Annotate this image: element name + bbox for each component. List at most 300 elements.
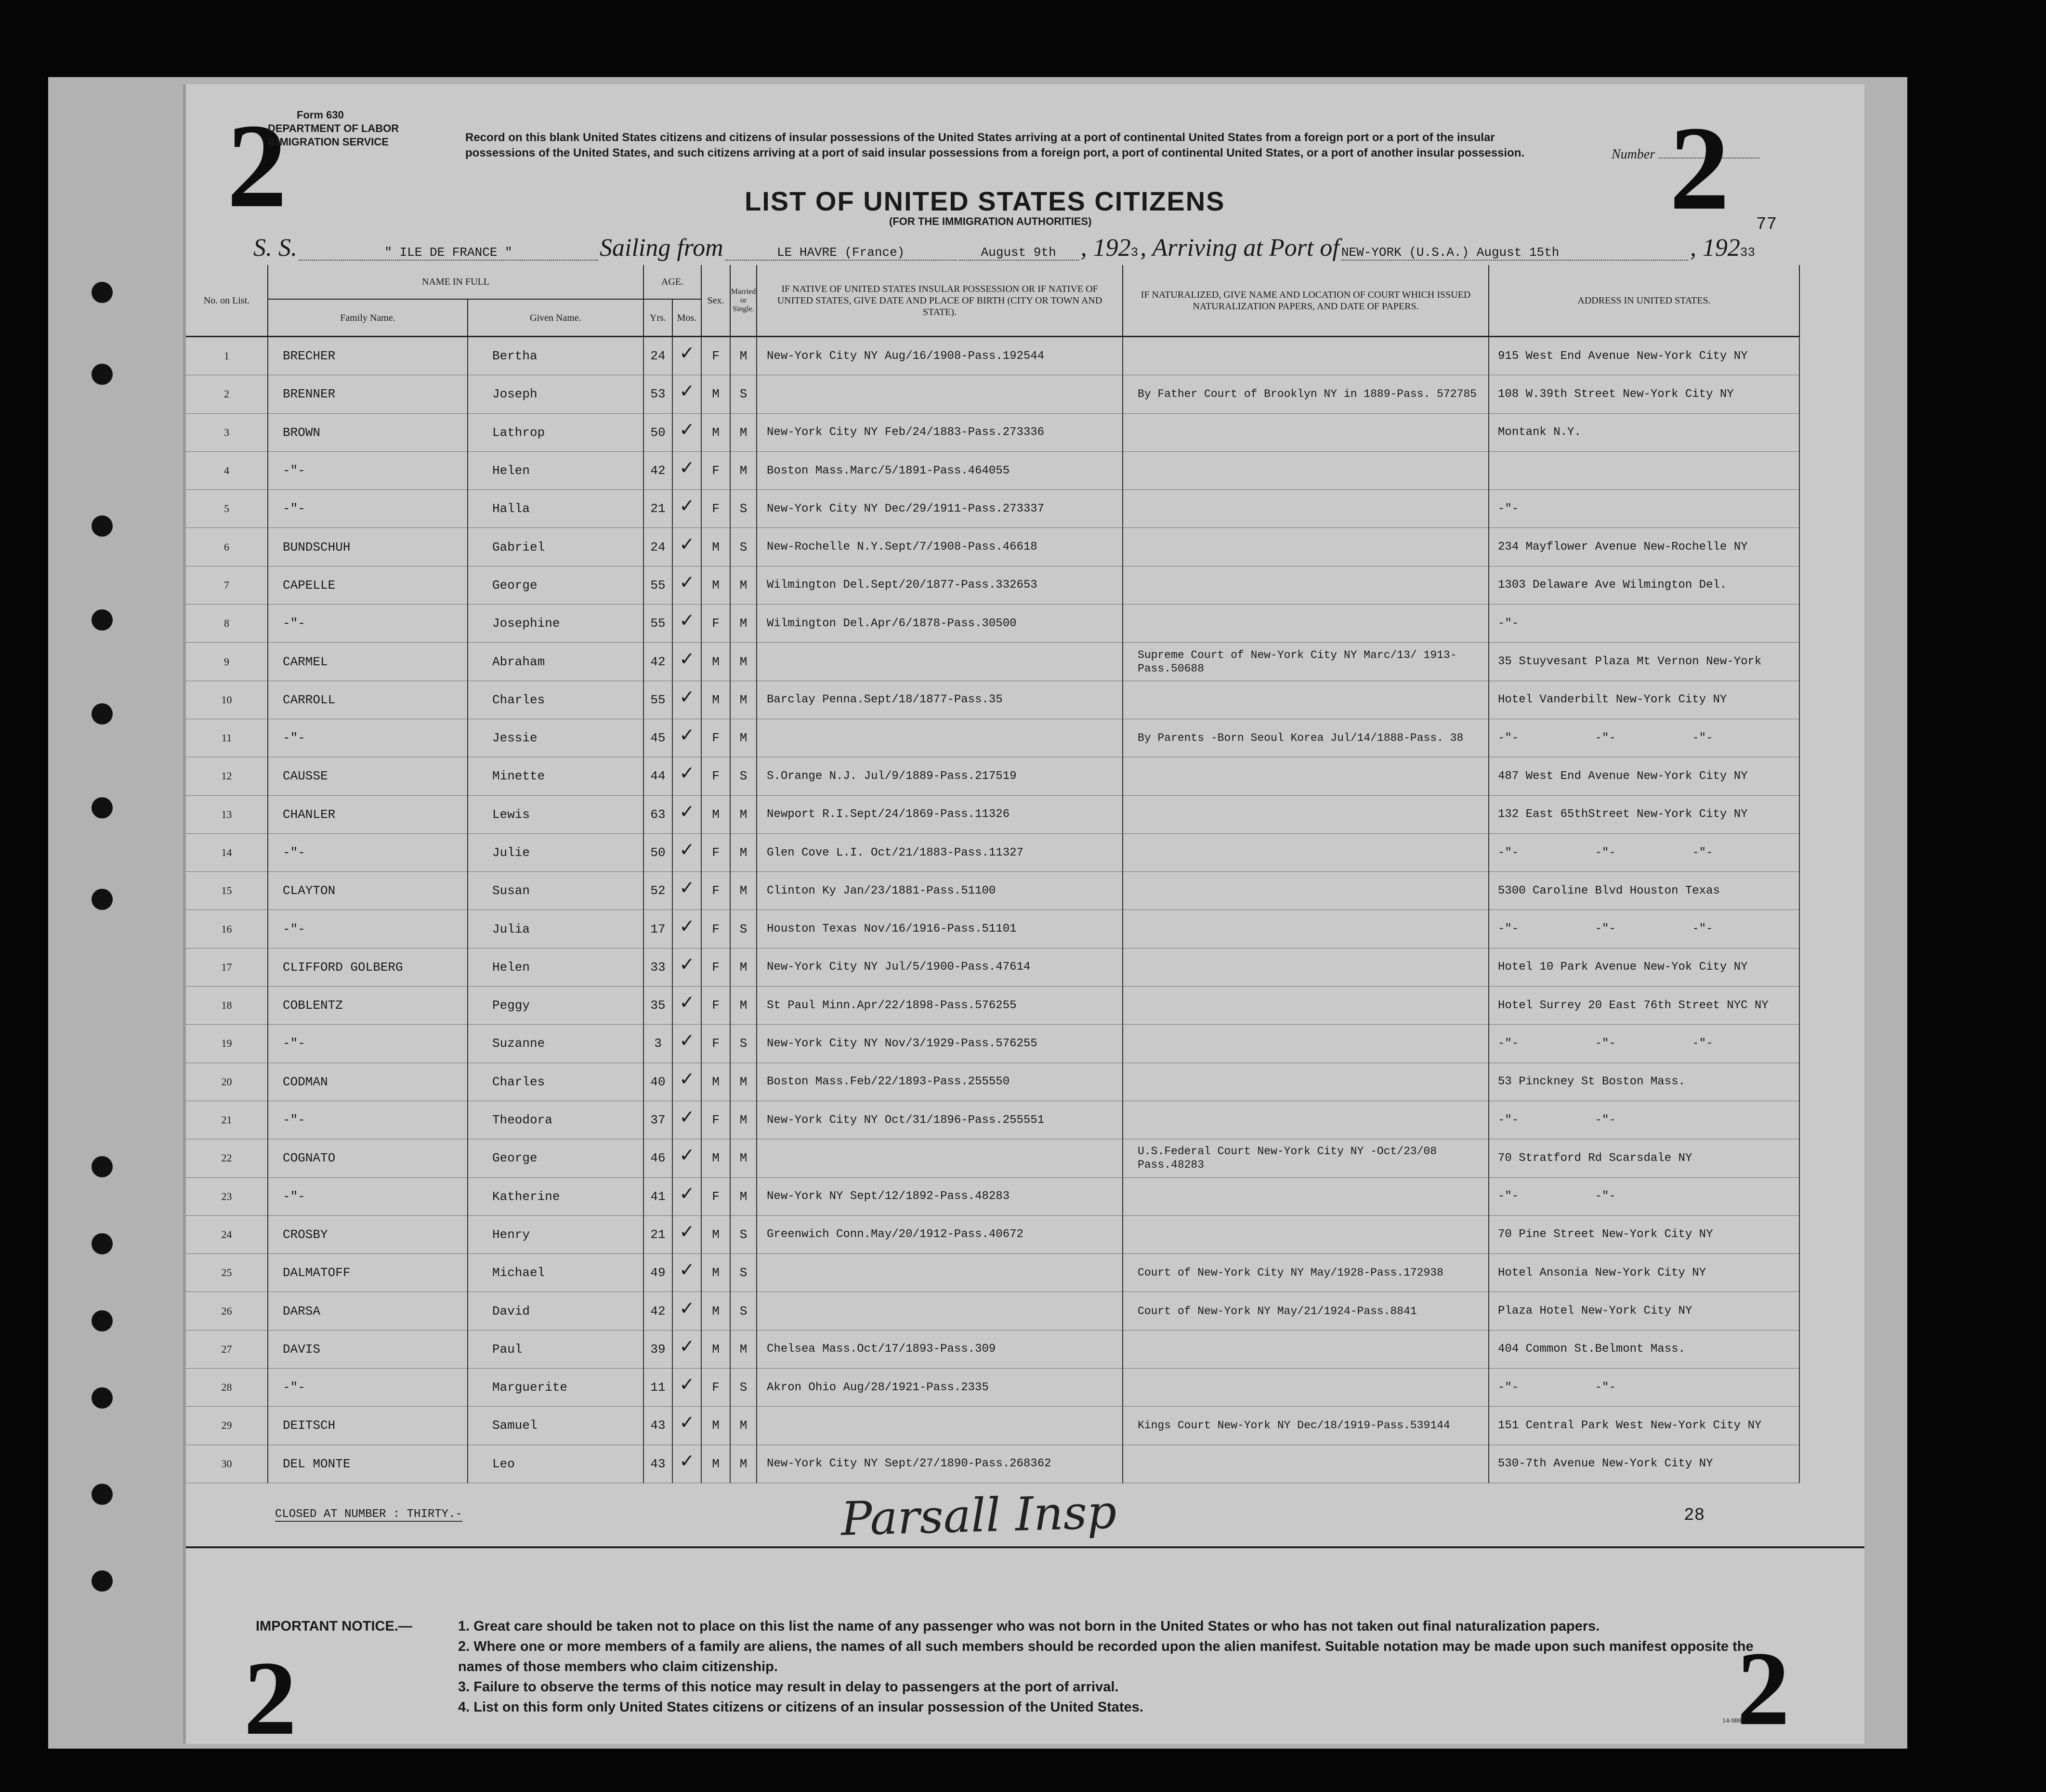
naturalization-info: Kings Court New-York NY Dec/18/1919-Pass.539144	[1123, 1407, 1489, 1445]
age-years: 45	[643, 719, 672, 757]
sex: F	[701, 948, 730, 986]
check-mark: ✓	[680, 609, 694, 634]
age-years: 33	[643, 948, 672, 986]
marital-status: S	[730, 1025, 757, 1063]
given-name: Michael	[468, 1254, 643, 1292]
marital-status: M	[730, 987, 757, 1025]
birth-info: New-York City NY Oct/31/1896-Pass.255551	[757, 1101, 1123, 1139]
check-mark: ✓	[680, 571, 694, 595]
col-sex: Sex.	[701, 265, 730, 337]
age-years: 50	[643, 413, 672, 451]
given-name: Lewis	[468, 795, 643, 833]
birth-info: Chelsea Mass.Oct/17/1893-Pass.309	[757, 1330, 1123, 1368]
sex: M	[701, 1063, 730, 1101]
sex: M	[701, 1330, 730, 1368]
birth-info: New-York City NY Feb/24/1883-Pass.273336	[757, 413, 1123, 451]
us-address: Hotel Vanderbilt New-York City NY	[1489, 681, 1799, 719]
given-name: Peggy	[468, 987, 643, 1025]
binder-hole	[92, 609, 113, 631]
sex: F	[701, 872, 730, 910]
check-mark: ✓	[680, 1144, 694, 1169]
naturalization-info	[1123, 337, 1489, 375]
check-mark	[672, 643, 701, 681]
binder-hole	[92, 515, 113, 537]
manifest-table	[186, 265, 1800, 1483]
age-years: 21	[643, 1215, 672, 1253]
age-years: 55	[643, 681, 672, 719]
sex: F	[701, 1369, 730, 1407]
check-mark	[672, 1292, 701, 1330]
check-mark	[672, 375, 701, 413]
birth-info: St Paul Minn.Apr/22/1898-Pass.576255	[757, 987, 1123, 1025]
check-mark	[672, 451, 701, 489]
family-name: CLIFFORD GOLBERG	[268, 948, 468, 986]
passenger-row	[186, 490, 1799, 528]
family-name: BRECHER	[268, 337, 468, 375]
naturalization-info	[1123, 1330, 1489, 1368]
us-address: 53 Pinckney St Boston Mass.	[1489, 1063, 1799, 1101]
age-years: 41	[643, 1177, 672, 1215]
check-mark: ✓	[680, 533, 694, 557]
given-name: Susan	[468, 872, 643, 910]
birth-info	[757, 375, 1123, 413]
check-mark	[672, 1445, 701, 1483]
birth-info: New-Rochelle N.Y.Sept/7/1908-Pass.46618	[757, 528, 1123, 566]
naturalization-info	[1123, 605, 1489, 643]
check-mark	[672, 566, 701, 604]
row-number: 27	[186, 1330, 268, 1368]
sex: M	[701, 528, 730, 566]
given-name: Charles	[468, 1063, 643, 1101]
age-years: 53	[643, 375, 672, 413]
given-name: Josephine	[468, 605, 643, 643]
naturalization-info	[1123, 681, 1489, 719]
row-number: 3	[186, 413, 268, 451]
family-name: -"-	[268, 1177, 468, 1215]
sex: M	[701, 1445, 730, 1483]
form-number: Form 630	[297, 109, 344, 121]
binder-hole	[92, 797, 113, 818]
birth-info: New-York City NY Aug/16/1908-Pass.192544	[757, 337, 1123, 375]
us-address: -"- -"- -"-	[1489, 833, 1799, 871]
check-mark	[672, 1063, 701, 1101]
col-married: Married or Single.	[730, 265, 757, 337]
naturalization-info	[1123, 1177, 1489, 1215]
family-name: DARSA	[268, 1292, 468, 1330]
check-mark: ✓	[680, 800, 694, 825]
check-mark	[672, 337, 701, 375]
binder-hole	[92, 364, 113, 385]
marital-status: S	[730, 1292, 757, 1330]
check-mark: ✓	[680, 724, 694, 749]
check-mark: ✓	[680, 457, 694, 481]
given-name: Julia	[468, 910, 643, 948]
row-number: 28	[186, 1369, 268, 1407]
binder-hole	[92, 1484, 113, 1505]
ship-name: " ILE DE FRANCE "	[299, 245, 598, 261]
us-address: Hotel Ansonia New-York City NY	[1489, 1254, 1799, 1292]
birth-info: Houston Texas Nov/16/1916-Pass.51101	[757, 910, 1123, 948]
sex: F	[701, 757, 730, 795]
marital-status: M	[730, 413, 757, 451]
family-name: COBLENTZ	[268, 987, 468, 1025]
row-number: 18	[186, 987, 268, 1025]
age-years: 43	[643, 1407, 672, 1445]
row-number: 11	[186, 719, 268, 757]
sex: M	[701, 795, 730, 833]
age-years: 44	[643, 757, 672, 795]
given-name: Halla	[468, 490, 643, 528]
us-address: 151 Central Park West New-York City NY	[1489, 1407, 1799, 1445]
passenger-row	[186, 1369, 1799, 1407]
sailing-label: Sailing from	[600, 234, 723, 262]
marital-status: M	[730, 451, 757, 489]
check-mark	[672, 413, 701, 451]
family-name: CLAYTON	[268, 872, 468, 910]
immigration-service: IMMIGRATION SERVICE	[268, 136, 389, 148]
check-mark: ✓	[680, 1067, 694, 1092]
age-years: 42	[643, 643, 672, 681]
form-title: LIST OF UNITED STATES CITIZENS	[745, 186, 1225, 216]
passenger-row	[186, 833, 1799, 871]
row-number: 7	[186, 566, 268, 604]
marital-status: S	[730, 375, 757, 413]
family-name: -"-	[268, 1101, 468, 1139]
check-mark	[672, 1139, 701, 1177]
given-name: Abraham	[468, 643, 643, 681]
important-notice	[256, 1616, 1792, 1717]
print-code: 14-988	[1722, 1717, 1742, 1725]
age-years: 55	[643, 566, 672, 604]
naturalization-info	[1123, 1215, 1489, 1253]
age-years: 42	[643, 451, 672, 489]
row-number: 12	[186, 757, 268, 795]
sex: F	[701, 1025, 730, 1063]
passenger-row	[186, 872, 1799, 910]
given-name: Charles	[468, 681, 643, 719]
given-name: Helen	[468, 451, 643, 489]
birth-info: New-York City NY Jul/5/1900-Pass.47614	[757, 948, 1123, 986]
birth-info: Wilmington Del.Sept/20/1877-Pass.332653	[757, 566, 1123, 604]
age-years: 46	[643, 1139, 672, 1177]
passenger-row	[186, 337, 1799, 375]
sex: M	[701, 375, 730, 413]
marital-status: M	[730, 872, 757, 910]
passenger-row	[186, 1063, 1799, 1101]
family-name: COGNATO	[268, 1139, 468, 1177]
passenger-row	[186, 987, 1799, 1025]
given-name: Paul	[468, 1330, 643, 1368]
check-mark: ✓	[680, 1259, 694, 1283]
marital-status: S	[730, 910, 757, 948]
marital-status: M	[730, 1139, 757, 1177]
sex: M	[701, 1407, 730, 1445]
sex: F	[701, 337, 730, 375]
family-name: CAPELLE	[268, 566, 468, 604]
age-years: 21	[643, 490, 672, 528]
passenger-row	[186, 451, 1799, 489]
family-name: -"-	[268, 719, 468, 757]
family-name: -"-	[268, 833, 468, 871]
family-name: CARROLL	[268, 681, 468, 719]
birth-info	[757, 1139, 1123, 1177]
birth-info: Wilmington Del.Apr/6/1878-Pass.30500	[757, 605, 1123, 643]
birth-info: New-York City NY Nov/3/1929-Pass.576255	[757, 1025, 1123, 1063]
us-address: Hotel 10 Park Avenue New-Yok City NY	[1489, 948, 1799, 986]
sex: M	[701, 1139, 730, 1177]
naturalization-info	[1123, 910, 1489, 948]
binder-hole	[92, 1310, 113, 1331]
family-name: -"-	[268, 1369, 468, 1407]
row-number: 22	[186, 1139, 268, 1177]
check-mark	[672, 681, 701, 719]
family-name: DALMATOFF	[268, 1254, 468, 1292]
check-mark: ✓	[680, 1335, 694, 1359]
check-mark: ✓	[680, 380, 694, 405]
family-name: CARMEL	[268, 643, 468, 681]
naturalization-info	[1123, 1063, 1489, 1101]
col-no: No. on List.	[186, 265, 268, 337]
marital-status: M	[730, 1445, 757, 1483]
check-mark	[672, 605, 701, 643]
naturalization-info	[1123, 490, 1489, 528]
row-number: 26	[186, 1292, 268, 1330]
given-name: Bertha	[468, 337, 643, 375]
marital-status: M	[730, 605, 757, 643]
check-mark: ✓	[680, 1106, 694, 1131]
passenger-row	[186, 1292, 1799, 1330]
row-number: 21	[186, 1101, 268, 1139]
check-mark: ✓	[680, 915, 694, 939]
birth-info	[757, 1292, 1123, 1330]
us-address: -"- -"- -"-	[1489, 719, 1799, 757]
passenger-row	[186, 1139, 1799, 1177]
us-address: Hotel Surrey 20 East 76th Street NYC NY	[1489, 987, 1799, 1025]
us-address: 404 Common St.Belmont Mass.	[1489, 1330, 1799, 1368]
check-mark: ✓	[680, 1220, 694, 1245]
check-mark	[672, 948, 701, 986]
birth-info: New-York City NY Sept/27/1890-Pass.268362	[757, 1445, 1123, 1483]
naturalization-info	[1123, 566, 1489, 604]
given-name: David	[468, 1292, 643, 1330]
marital-status: S	[730, 1369, 757, 1407]
marital-status: M	[730, 681, 757, 719]
naturalization-info	[1123, 795, 1489, 833]
naturalization-info	[1123, 451, 1489, 489]
sex: F	[701, 451, 730, 489]
given-name: Samuel	[468, 1407, 643, 1445]
check-mark	[672, 1215, 701, 1253]
sex: M	[701, 1254, 730, 1292]
arriving-label: , Arriving at Port of	[1140, 234, 1339, 262]
row-number: 5	[186, 490, 268, 528]
naturalization-info	[1123, 528, 1489, 566]
department: DEPARTMENT OF LABOR	[268, 122, 399, 134]
age-years: 42	[643, 1292, 672, 1330]
sex: F	[701, 910, 730, 948]
check-mark: ✓	[680, 1373, 694, 1398]
given-name: Gabriel	[468, 528, 643, 566]
naturalization-info	[1123, 987, 1489, 1025]
check-mark	[672, 1101, 701, 1139]
binder-hole	[92, 1233, 113, 1254]
birth-info: Boston Mass.Feb/22/1893-Pass.255550	[757, 1063, 1123, 1101]
passenger-row	[186, 566, 1799, 604]
sailing-port: LE HAVRE (France)	[725, 245, 957, 261]
footer-rule	[186, 1546, 1864, 1548]
check-mark: ✓	[680, 647, 694, 672]
naturalization-info	[1123, 948, 1489, 986]
marital-status: S	[730, 1254, 757, 1292]
birth-info: S.Orange N.J. Jul/9/1889-Pass.217519	[757, 757, 1123, 795]
check-mark	[672, 1407, 701, 1445]
passenger-row	[186, 528, 1799, 566]
sex: M	[701, 643, 730, 681]
sex: M	[701, 1215, 730, 1253]
marital-status: S	[730, 490, 757, 528]
big-number-top-left: 2	[227, 99, 287, 233]
notice-item: 2. Where one or more members of a family are aliens, the names of all such members should be recorded upon the alien manifest. Suitable notation may be made upon such manifest opposite the names of those members who claim citizenship.	[458, 1639, 1754, 1674]
row-number: 8	[186, 605, 268, 643]
col-address: ADDRESS IN UNITED STATES.	[1489, 265, 1799, 337]
us-address: 70 Pine Street New-York City NY	[1489, 1215, 1799, 1253]
row-number: 15	[186, 872, 268, 910]
marital-status: M	[730, 833, 757, 871]
manifest-sheet	[183, 84, 1864, 1757]
check-mark	[672, 719, 701, 757]
family-name: -"-	[268, 490, 468, 528]
given-name: Leo	[468, 1445, 643, 1483]
us-address: 70 Stratford Rd Scarsdale NY	[1489, 1139, 1799, 1177]
naturalization-info: By Parents -Born Seoul Korea Jul/14/1888-Pass. 38	[1123, 719, 1489, 757]
check-mark	[672, 833, 701, 871]
big-number-bottom-left: 2	[244, 1639, 297, 1757]
marital-status: M	[730, 948, 757, 986]
row-number: 4	[186, 451, 268, 489]
col-family-name: Family Name.	[268, 299, 468, 337]
check-mark: ✓	[680, 1297, 694, 1321]
us-address: Plaza Hotel New-York City NY	[1489, 1292, 1799, 1330]
age-years: 11	[643, 1369, 672, 1407]
passenger-row	[186, 1254, 1799, 1292]
given-name: Marguerite	[468, 1369, 643, 1407]
birth-info: Newport R.I.Sept/24/1869-Pass.11326	[757, 795, 1123, 833]
birth-info: Akron Ohio Aug/28/1921-Pass.2335	[757, 1369, 1123, 1407]
row-number: 19	[186, 1025, 268, 1063]
row-number: 9	[186, 643, 268, 681]
family-name: -"-	[268, 910, 468, 948]
naturalization-info	[1123, 1101, 1489, 1139]
family-name: DEL MONTE	[268, 1445, 468, 1483]
marital-status: M	[730, 719, 757, 757]
sex: M	[701, 681, 730, 719]
check-mark: ✓	[680, 762, 694, 787]
binder-hole	[92, 1570, 113, 1592]
check-mark: ✓	[680, 953, 694, 977]
us-address: -"-	[1489, 490, 1799, 528]
check-mark: ✓	[680, 877, 694, 901]
check-mark	[672, 1369, 701, 1407]
us-address: 132 East 65thStreet New-York City NY	[1489, 795, 1799, 833]
age-years: 39	[643, 1330, 672, 1368]
naturalization-info: Court of New-York NY May/21/1924-Pass.8841	[1123, 1292, 1489, 1330]
notice-items	[458, 1616, 1792, 1717]
row-number: 29	[186, 1407, 268, 1445]
record-instructions: Record on this blank United States citizens and citizens of insular possessions of the United States arriving at a port of continental United States from a foreign port or a port of the insular possessions of the United States, and such citizens arriving at a port of said insular possessions from a foreign port, a port of continental United States, or a port of another insular possession.	[465, 131, 1525, 159]
col-naturalized: IF NATURALIZED, GIVE NAME AND LOCATION OF COURT WHICH ISSUED NATURALIZATION PAPERS, AND DATE OF PAPERS.	[1123, 265, 1489, 337]
given-name: Katherine	[468, 1177, 643, 1215]
row-number: 16	[186, 910, 268, 948]
birth-info: Glen Cove L.I. Oct/21/1883-Pass.11327	[757, 833, 1123, 871]
page-count: 28	[1684, 1505, 1705, 1525]
passenger-row	[186, 795, 1799, 833]
ship-line: S. S. " ILE DE FRANCE " Sailing from LE HAVRE (France) August 9th , 1923 , Arriving at Port of NEW-YORK (U.S.A.) August 15th , 19233	[253, 234, 1756, 262]
us-address: -"- -"-	[1489, 1177, 1799, 1215]
age-years: 24	[643, 337, 672, 375]
sex: F	[701, 833, 730, 871]
naturalization-info	[1123, 833, 1489, 871]
check-mark: ✓	[680, 839, 694, 863]
sex: F	[701, 719, 730, 757]
row-number: 20	[186, 1063, 268, 1101]
passenger-row	[186, 1445, 1799, 1483]
given-name: Henry	[468, 1215, 643, 1253]
family-name: -"-	[268, 605, 468, 643]
sex: F	[701, 490, 730, 528]
check-mark	[672, 757, 701, 795]
binder-hole	[92, 282, 113, 303]
check-mark	[672, 910, 701, 948]
family-name: BRENNER	[268, 375, 468, 413]
passenger-row	[186, 1101, 1799, 1139]
family-name: CAUSSE	[268, 757, 468, 795]
col-age: AGE.	[643, 265, 701, 299]
notice-item: 3. Failure to observe the terms of this notice may result in delay to passengers at the port of arrival.	[458, 1679, 1119, 1695]
number-label: Number	[1612, 147, 1759, 162]
binder-hole	[92, 1387, 113, 1409]
col-given-name: Given Name.	[468, 299, 643, 337]
check-mark: ✓	[680, 418, 694, 443]
family-name: -"-	[268, 451, 468, 489]
given-name: Jessie	[468, 719, 643, 757]
passenger-row	[186, 643, 1799, 681]
family-name: DAVIS	[268, 1330, 468, 1368]
inspector-signature: Parsall Insp	[840, 1485, 1117, 1546]
birth-info: New-York City NY Dec/29/1911-Pass.273337	[757, 490, 1123, 528]
naturalization-info	[1123, 872, 1489, 910]
check-mark	[672, 1177, 701, 1215]
check-mark: ✓	[680, 495, 694, 519]
naturalization-info: U.S.Federal Court New-York City NY -Oct/23/08 Pass.48283	[1123, 1139, 1489, 1177]
naturalization-info	[1123, 413, 1489, 451]
family-name: BUNDSCHUH	[268, 528, 468, 566]
birth-info	[757, 1407, 1123, 1445]
us-address: Montank N.Y.	[1489, 413, 1799, 451]
us-address: 234 Mayflower Avenue New-Rochelle NY	[1489, 528, 1799, 566]
binder-hole	[92, 703, 113, 725]
row-number: 14	[186, 833, 268, 871]
naturalization-info: Supreme Court of New-York City NY Marc/13/ 1913-Pass.50688	[1123, 643, 1489, 681]
marital-status: M	[730, 1063, 757, 1101]
passenger-row	[186, 681, 1799, 719]
us-address: -"- -"-	[1489, 1101, 1799, 1139]
notice-label: IMPORTANT NOTICE.—	[256, 1619, 412, 1634]
passenger-row	[186, 948, 1799, 986]
us-address: 5300 Caroline Blvd Houston Texas	[1489, 872, 1799, 910]
check-mark	[672, 528, 701, 566]
age-years: 24	[643, 528, 672, 566]
col-birth: IF NATIVE OF UNITED STATES INSULAR POSSESSION OR IF NATIVE OF UNITED STATES, GIVE DATE AND PLACE OF BIRTH (CITY OR TOWN AND STATE).	[757, 265, 1123, 337]
